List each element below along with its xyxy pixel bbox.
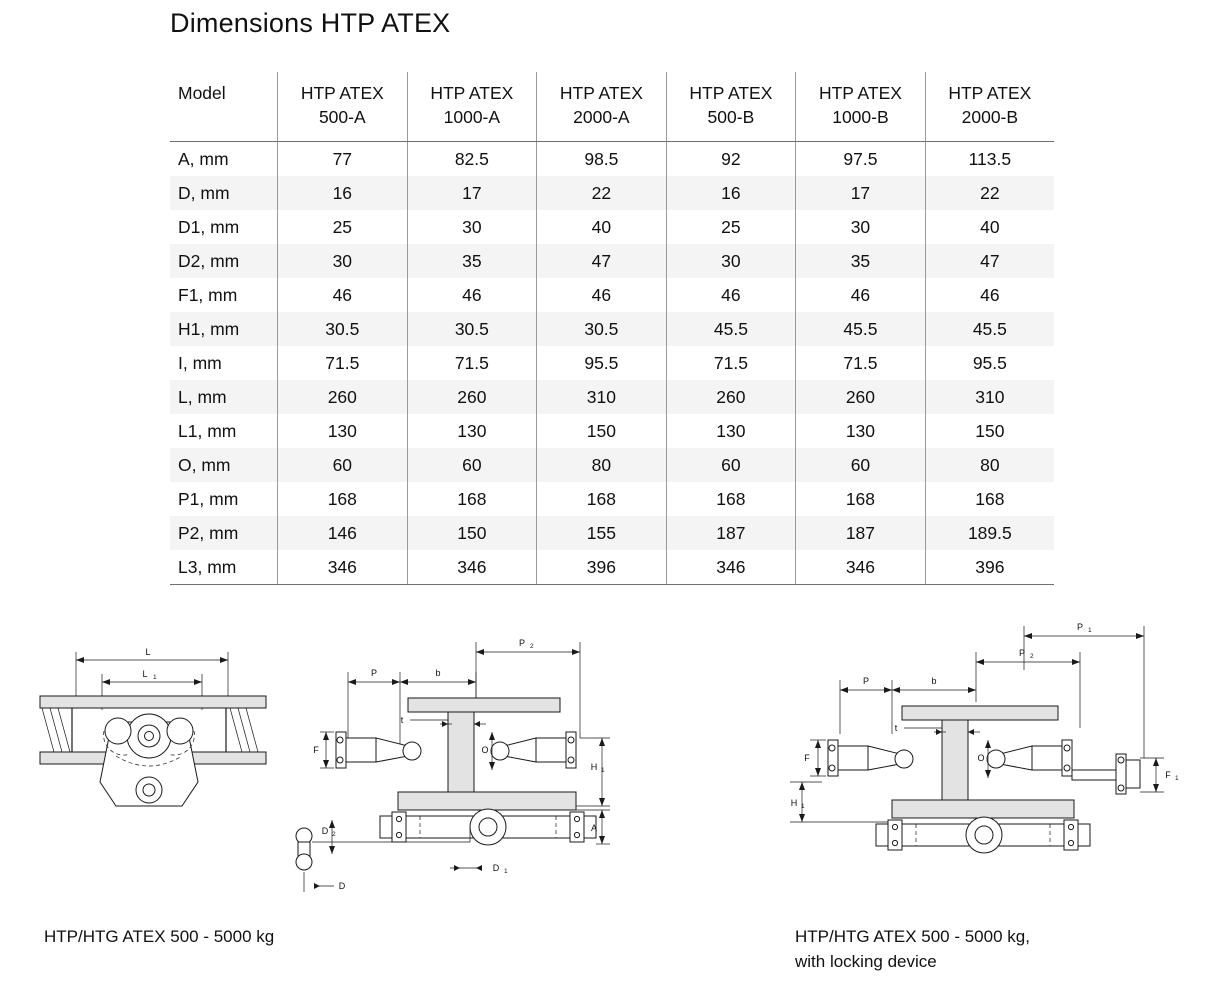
cell: 47	[537, 244, 667, 278]
dim-label-H1: H	[590, 762, 598, 772]
row-label: P2, mm	[170, 516, 278, 550]
row-label: A, mm	[178, 148, 229, 169]
column-header-0	[278, 72, 408, 142]
row-label: L3, mm	[170, 550, 278, 585]
table-header	[170, 72, 1054, 142]
cell: 46	[407, 278, 537, 312]
cell: 22	[925, 176, 1054, 210]
cell: 346	[666, 550, 796, 585]
cell: 17	[407, 176, 537, 210]
cell: 60	[278, 448, 408, 482]
cell: 35	[407, 244, 537, 278]
cell: 40	[537, 210, 667, 244]
table-row	[170, 550, 1054, 585]
cell: 113.5	[925, 142, 1054, 177]
cell: 168	[925, 482, 1054, 516]
cell: 155	[537, 516, 667, 550]
cell: 310	[925, 380, 1054, 414]
cell: 30	[666, 244, 796, 278]
dim-label-O: O	[481, 745, 489, 755]
cell: 71.5	[407, 346, 537, 380]
column-header-3-line1: HTP ATEX	[689, 83, 773, 103]
cell: 17	[796, 176, 926, 210]
cell: 80	[537, 448, 667, 482]
cell: 25	[666, 210, 796, 244]
figure-trolley-end-view	[30, 630, 280, 900]
column-header-0-line2: 500-A	[318, 106, 366, 127]
cell: 168	[537, 482, 667, 516]
figure-trolley-side-view	[280, 620, 660, 920]
column-header-2-line2: 2000-A	[573, 106, 630, 127]
table-row	[170, 312, 1054, 346]
cell: 30.5	[278, 312, 408, 346]
dim-label-H1-right-sub: 1	[801, 803, 805, 810]
row-label: L, mm	[170, 380, 278, 414]
cell: 150	[537, 414, 667, 448]
dim-label-L: L	[145, 647, 151, 657]
cell: 46	[666, 278, 796, 312]
cell: 130	[796, 414, 926, 448]
table-row	[170, 142, 1054, 177]
cell: 45.5	[666, 312, 796, 346]
cell: 30	[796, 210, 926, 244]
dimensions-table	[170, 72, 1054, 585]
figure-right-caption-line1: HTP/HTG ATEX 500 - 5000 kg,	[795, 927, 1030, 946]
cell: 98.5	[537, 142, 667, 177]
cell: 45.5	[796, 312, 926, 346]
dim-label-P: P	[370, 668, 378, 678]
table-body	[170, 142, 1054, 585]
column-header-4-line2: 1000-B	[832, 106, 889, 127]
figure-left-caption: HTP/HTG ATEX 500 - 5000 kg	[44, 927, 275, 946]
row-label: P1, mm	[178, 488, 239, 509]
table-header-row	[170, 72, 1054, 142]
cell: 16	[278, 176, 408, 210]
column-header-5-line1: HTP ATEX	[948, 83, 1032, 103]
cell: 130	[407, 414, 537, 448]
cell: 46	[278, 278, 408, 312]
row-label: F1, mm	[178, 284, 238, 305]
cell: 22	[537, 176, 667, 210]
row-label: D1, mm	[178, 216, 240, 237]
cell: 60	[407, 448, 537, 482]
dim-label-P1: P	[1076, 622, 1084, 632]
cell: 130	[278, 414, 408, 448]
cell: 346	[278, 550, 408, 585]
cell: 168	[278, 482, 408, 516]
dim-label-F: F	[313, 745, 319, 755]
cell: 60	[666, 448, 796, 482]
cell: 260	[407, 380, 537, 414]
cell: 30	[278, 244, 408, 278]
cell: 92	[666, 142, 796, 177]
dim-label-O-right: O	[977, 753, 985, 763]
column-header-2-line1: HTP ATEX	[559, 83, 643, 103]
table-row	[170, 516, 1054, 550]
dim-label-P2-right: P	[1018, 648, 1026, 658]
cell: 97.5	[796, 142, 926, 177]
figure-right-caption-line2: with locking device	[795, 951, 937, 971]
cell: 47	[925, 244, 1054, 278]
cell: 260	[796, 380, 926, 414]
table-row	[170, 176, 1054, 210]
cell: 168	[796, 482, 926, 516]
cell: 46	[796, 278, 926, 312]
cell: 40	[925, 210, 1054, 244]
dim-label-P2-right-sub: 2	[1030, 653, 1034, 660]
dim-label-H1-sub: 1	[601, 767, 605, 774]
dim-label-D: D	[338, 881, 346, 891]
dim-label-F-right: F	[804, 753, 810, 763]
cell: 71.5	[796, 346, 926, 380]
cell: 25	[278, 210, 408, 244]
column-header-model: Model	[170, 72, 278, 142]
cell: 82.5	[407, 142, 537, 177]
row-label: O, mm	[170, 448, 278, 482]
table-row	[170, 448, 1054, 482]
column-header-4-line1: HTP ATEX	[818, 83, 902, 103]
row-label: D, mm	[170, 176, 278, 210]
cell: 168	[666, 482, 796, 516]
cell: 168	[407, 482, 537, 516]
cell: 346	[796, 550, 926, 585]
cell: 189.5	[925, 516, 1054, 550]
cell: 95.5	[537, 346, 667, 380]
table-row	[170, 414, 1054, 448]
cell: 396	[925, 550, 1054, 585]
table-row	[170, 244, 1054, 278]
cell: 71.5	[278, 346, 408, 380]
column-header-5	[925, 72, 1054, 142]
dim-label-P-right: P	[862, 676, 870, 686]
dim-label-L1-sub: 1	[153, 674, 157, 681]
dim-label-P2-sub: 2	[530, 643, 534, 650]
table-row	[170, 482, 1054, 516]
cell: 71.5	[666, 346, 796, 380]
cell: 346	[407, 550, 537, 585]
column-header-1	[407, 72, 537, 142]
column-header-0-line1: HTP ATEX	[300, 83, 384, 103]
column-header-4	[796, 72, 926, 142]
cell: 95.5	[925, 346, 1054, 380]
row-label: H1, mm	[170, 312, 278, 346]
dim-label-H1-right: H	[790, 798, 798, 808]
cell: 45.5	[925, 312, 1054, 346]
dim-label-A: A	[590, 823, 598, 833]
cell: 60	[796, 448, 926, 482]
cell: 46	[537, 278, 667, 312]
column-header-3	[666, 72, 796, 142]
table-row	[170, 278, 1054, 312]
dim-label-L1: L	[142, 669, 148, 679]
table-row	[170, 210, 1054, 244]
cell: 310	[537, 380, 667, 414]
dim-label-P2: P	[518, 638, 526, 648]
cell: 187	[666, 516, 796, 550]
table-row	[170, 380, 1054, 414]
figure-right-caption	[795, 925, 1135, 974]
row-label: I, mm	[178, 352, 222, 373]
page-title: Dimensions HTP ATEX	[170, 8, 451, 38]
cell: 77	[278, 142, 408, 177]
cell: 35	[796, 244, 926, 278]
figure-trolley-with-locking-device	[780, 610, 1180, 910]
dim-label-D1: D	[492, 863, 500, 873]
cell: 80	[925, 448, 1054, 482]
column-header-2	[537, 72, 667, 142]
column-header-1-line2: 1000-A	[443, 106, 501, 127]
cell: 260	[666, 380, 796, 414]
cell: 130	[666, 414, 796, 448]
dim-label-b-right: b	[931, 676, 937, 686]
dim-label-b: b	[435, 668, 441, 678]
dim-label-D2: D	[321, 826, 329, 836]
cell: 46	[925, 278, 1054, 312]
cell: 30.5	[407, 312, 537, 346]
row-label: L1, mm	[178, 420, 237, 441]
cell: 396	[537, 550, 667, 585]
column-header-3-line2: 500-B	[707, 106, 755, 127]
table-row	[170, 346, 1054, 380]
dim-label-P1-sub: 1	[1088, 627, 1092, 634]
cell: 260	[278, 380, 408, 414]
cell: 16	[666, 176, 796, 210]
dim-label-F1-sub: 1	[1175, 775, 1179, 782]
cell: 150	[925, 414, 1054, 448]
dim-label-D1-sub: 1	[504, 868, 508, 875]
cell: 146	[278, 516, 408, 550]
dim-label-t: t	[400, 715, 404, 725]
dim-label-F1: F	[1165, 770, 1171, 780]
dim-label-D2-sub: 2	[332, 831, 336, 838]
row-label: D2, mm	[170, 244, 278, 278]
cell: 150	[407, 516, 537, 550]
column-header-5-line2: 2000-B	[961, 106, 1019, 127]
column-header-1-line1: HTP ATEX	[430, 83, 514, 103]
cell: 187	[796, 516, 926, 550]
dim-label-t-right: t	[894, 723, 898, 733]
cell: 30	[407, 210, 537, 244]
cell: 30.5	[537, 312, 667, 346]
